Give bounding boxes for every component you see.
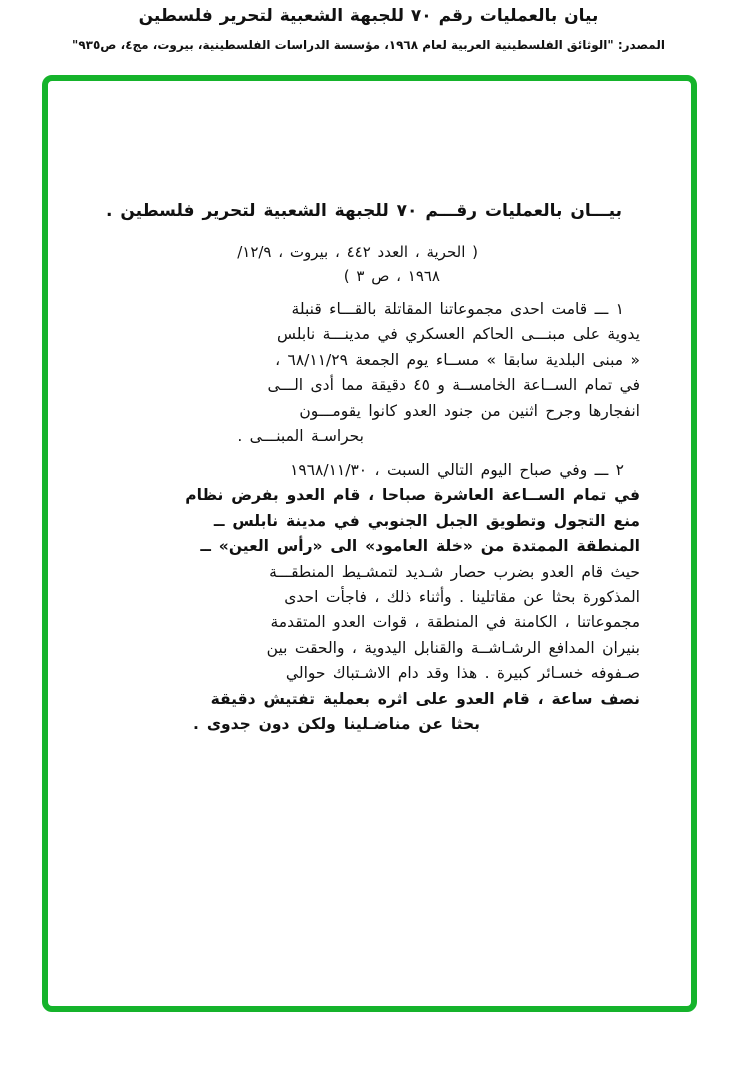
document-citation: [112, 240, 478, 288]
text-line: يدوية على مبنـــى الحاكم العسكري في مدينـــة نابلس: [276, 325, 640, 344]
text-line: منع التجول وتطويق الجبل الجنوبي في مدينة نابلس ــ: [213, 511, 640, 530]
paragraph-1: [228, 297, 640, 449]
text-line: في تمام الســاعة العاشرة صباحا ، قام العدو بفرض نظام: [185, 486, 640, 505]
citation-line-2: ١٩٦٨ ، ص ٣ ): [343, 267, 440, 285]
text-line: نصف ساعة ، قام العدو على اثره بعملية تفتيش دقيقة: [210, 689, 640, 708]
citation-line-1: ( الحرية ، العدد ٤٤٢ ، بيروت ، ١٢/٩/: [237, 243, 478, 261]
text-line: ٢ ـــ وفي صباح اليوم التالي السبت ، ١٩٦٨/١١/٣٠: [290, 461, 624, 479]
text-line: المذكورة بحثا عن مقاتلينا . وأثناء ذلك ، فاجأت احدى: [284, 588, 640, 607]
paragraph-2: [185, 458, 640, 737]
text-line: صـفوفه خسـائر كبيرة . هذا وقد دام الاشـتباك حوالي: [285, 664, 640, 683]
document-title: بيـــان بالعمليات رقـــم ٧٠ للجبهة الشعبية لتحرير فلسطين .: [105, 201, 622, 221]
text-line: في تمام الســاعة الخامســة و ٤٥ دقيقة مما أدى الـــى: [267, 376, 640, 395]
page-header-title: بيان بالعمليات رقم ٧٠ للجبهة الشعبية لتحرير فلسطين: [138, 6, 599, 26]
text-line: المنطقة الممتدة من «خلة العامود» الى «رأس العين» ــ: [200, 537, 640, 556]
text-line: حيث قام العدو بضرب حصار شـديد لتمشـيط المنطقـــة: [269, 562, 640, 581]
text-line: بنيران المدافع الرشـاشــة والقنابل اليدوية ، والحقت بين: [266, 638, 640, 657]
text-line: بحثا عن مناضـلينا ولكن دون جدوى .: [193, 715, 480, 734]
text-line: بحراسـة المبنـــى .: [237, 427, 364, 446]
text-line: انفجارها وجرح اثنين من جنود العدو كانوا يقومـــون: [299, 401, 640, 420]
text-line: « مبنى البلدية سابقا » مســاء يوم الجمعة ٦٨/١١/٢٩ ،: [275, 350, 640, 369]
text-line: مجموعاتنا ، الكامنة في المنطقة ، قوات العدو المتقدمة: [270, 613, 640, 632]
text-line: ١ ـــ قامت احدى مجموعاتنا المقاتلة بالقـــاء قنبلة: [291, 300, 624, 318]
page-header-source: المصدر: "الوثائق الفلسطينية العربية لعام ١٩٦٨، مؤسسة الدراسات الفلسطينية، بيروت، مج٤، ص٩٣٥": [72, 38, 665, 52]
